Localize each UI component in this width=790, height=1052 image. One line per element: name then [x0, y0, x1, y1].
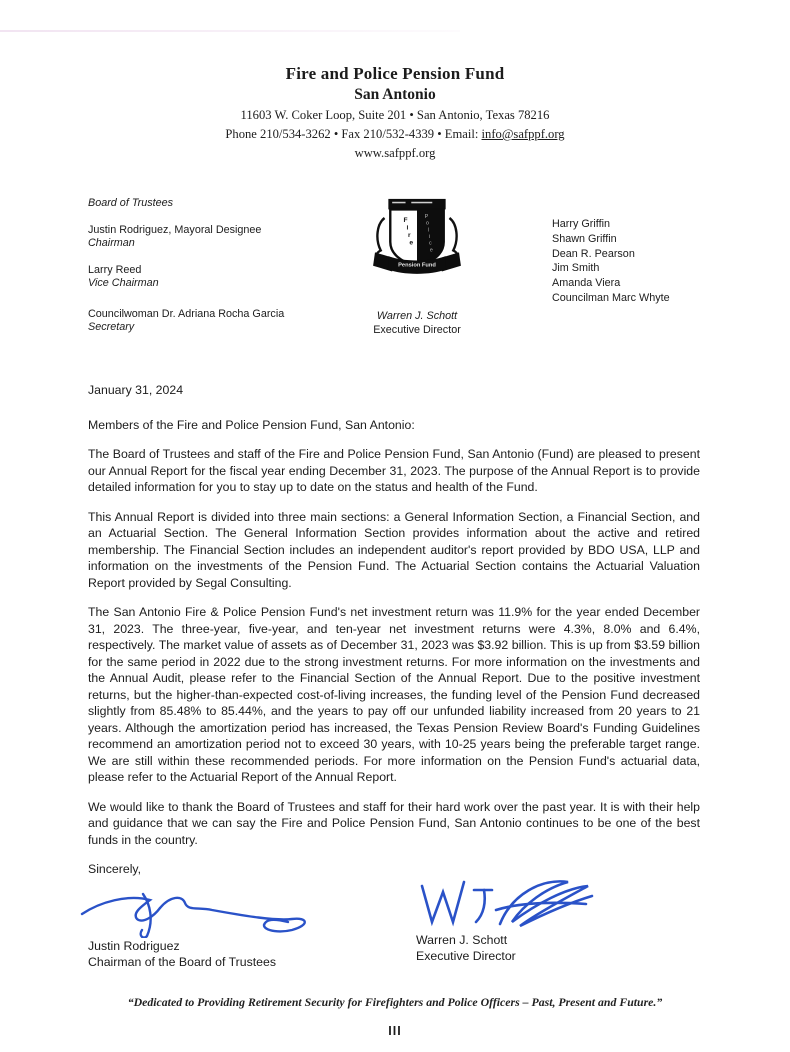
- signature-block-chairman: [88, 880, 388, 970]
- board-members-column: [552, 197, 702, 348]
- board-member-name: Harry Griffin: [552, 218, 610, 230]
- letterhead: [0, 0, 790, 161]
- logo-letter: c: [429, 240, 432, 247]
- board-member-name: Dean R. Pearson: [552, 247, 635, 260]
- org-address: 11603 W. Coker Loop, Suite 201 • San Antonio, Texas 78216: [240, 108, 550, 122]
- org-contact-line: [0, 126, 790, 142]
- trustee-name: Justin Rodriguez, Mayoral Designee: [88, 224, 262, 236]
- trustee-title: Chairman: [88, 237, 135, 249]
- paragraph-4: We would like to thank the Board of Trustees and staff for their hard work over the past year. It is with their help and guidance that we can say the Fire and Police Pension Fund, San Antonio continues to be one of the best funds in the country.: [88, 799, 700, 847]
- board-member-name: Councilman Marc Whyte: [552, 291, 670, 304]
- signature-block-executive-director: [416, 880, 636, 970]
- closing: Sincerely,: [88, 862, 142, 876]
- board-member-name: Amanda Viera: [552, 277, 621, 290]
- board-member-name: Jim Smith: [552, 262, 600, 275]
- signature-name: Justin Rodriguez: [88, 938, 180, 953]
- executive-name: Warren J. Schott: [376, 310, 458, 322]
- logo-letter: r: [408, 232, 411, 240]
- page-number: III: [388, 1024, 402, 1038]
- trustee-name: Larry Reed: [88, 264, 142, 276]
- trustee-entry: [88, 224, 356, 250]
- org-phone-fax: Phone 210/534-3262 • Fax 210/532-4339 • Email:: [225, 127, 482, 141]
- letter-body: [0, 382, 790, 878]
- logo-column: [342, 197, 492, 348]
- logo-banner-text: Pension Fund: [398, 262, 436, 269]
- org-title: Fire and Police Pension Fund: [285, 64, 505, 83]
- logo-letter: i: [428, 234, 430, 241]
- trustee-entry: [88, 308, 356, 334]
- paragraph-3: The San Antonio Fire & Police Pension Fund's net investment return was 11.9% for the year ended December 31, 2023. The three-year, five-year, and ten-year net investment returns were 4.3%, 8.0% and 6.4%, respectively. The market value of assets as of December 31, 2023 was $3.92 billion. This is up from $3.59 billion for the same period in 2022 due to the strong investment returns. For more information on the investments and the Annual Audit, please refer to the Financial Section of the Annual Report. Due to the positive investment returns, but the higher-than-expected cost-of-living increases, the funding level of the Pension Fund decreased slightly from 85.48% to 85.44%, and the years to pay off our unfunded liability increased from 20 years to 21 years. Although the amortization period has increased, the Texas Pension Review Board's Funding Guidelines recommend an amortization period not to exceed 30 years, with 10-25 years being the preferable target range. We are still within these recommended periods. For more information on the Pension Fund's actuarial data, please refer to the Actuarial Report of the Annual Report.: [88, 605, 700, 784]
- paragraph-1: The Board of Trustees and staff of the Fire and Police Pension Fund, San Antonio (Fund) are pleased to present our Annual Report for the fiscal year ending December 31, 2023. The purpose of the Annual Report is to provide detailed information for you to stay up to date on the status and health of the Fund.: [88, 447, 700, 494]
- footer-motto: “Dedicated to Providing Retirement Security for Firefighters and Police Officers – Past, Present and Future.”: [127, 995, 663, 1009]
- logo-letter: F: [403, 216, 408, 224]
- board-of-trustees-column: [88, 197, 356, 348]
- signature-title: Executive Director: [416, 948, 516, 963]
- board-member-name: Shawn Griffin: [552, 232, 617, 245]
- logo-letter: i: [406, 224, 409, 232]
- signature-name: Warren J. Schott: [416, 932, 508, 947]
- executive-director-block: [342, 310, 492, 337]
- chairman-signature-ink: [80, 880, 330, 938]
- pension-fund-crest-logo: [369, 197, 465, 281]
- paragraph-2: This Annual Report is divided into three main sections: a General Information Section, a Financial Section, and an Actuarial Section. The General Information Section provides information about the active and retired membership. The Financial Section includes an independent auditor's report provided by BDO USA, LLP and information on the investments of the Pension Fund. The Actuarial Section contains the Actuarial Valuation Report provided by Segal Consulting.: [88, 509, 700, 590]
- logo-letter: e: [409, 239, 414, 247]
- trustee-title: Vice Chairman: [88, 277, 159, 289]
- scan-artifact-line: [0, 30, 460, 32]
- trustee-title: Secretary: [88, 321, 135, 333]
- logo-letter: l: [427, 227, 430, 234]
- board-heading: Board of Trustees: [88, 197, 174, 209]
- executive-director-signature-ink: [416, 874, 601, 932]
- org-city: San Antonio: [354, 86, 436, 103]
- trustee-name: Councilwoman Dr. Adriana Rocha Garcia: [88, 308, 285, 320]
- logo-letter: P: [424, 214, 429, 220]
- letter-date: January 31, 2024: [88, 383, 184, 397]
- executive-title: Executive Director: [373, 323, 461, 336]
- email-link[interactable]: info@safppf.org: [481, 127, 565, 141]
- signature-title: Chairman of the Board of Trustees: [88, 954, 276, 969]
- logo-letter: e: [429, 247, 433, 254]
- trustee-entry: [88, 264, 356, 290]
- logo-letter: o: [426, 220, 429, 227]
- masthead: [0, 197, 790, 348]
- salutation: Members of the Fire and Police Pension Fund, San Antonio:: [88, 417, 415, 432]
- signature-row: [0, 880, 790, 970]
- org-website: www.safppf.org: [354, 146, 436, 160]
